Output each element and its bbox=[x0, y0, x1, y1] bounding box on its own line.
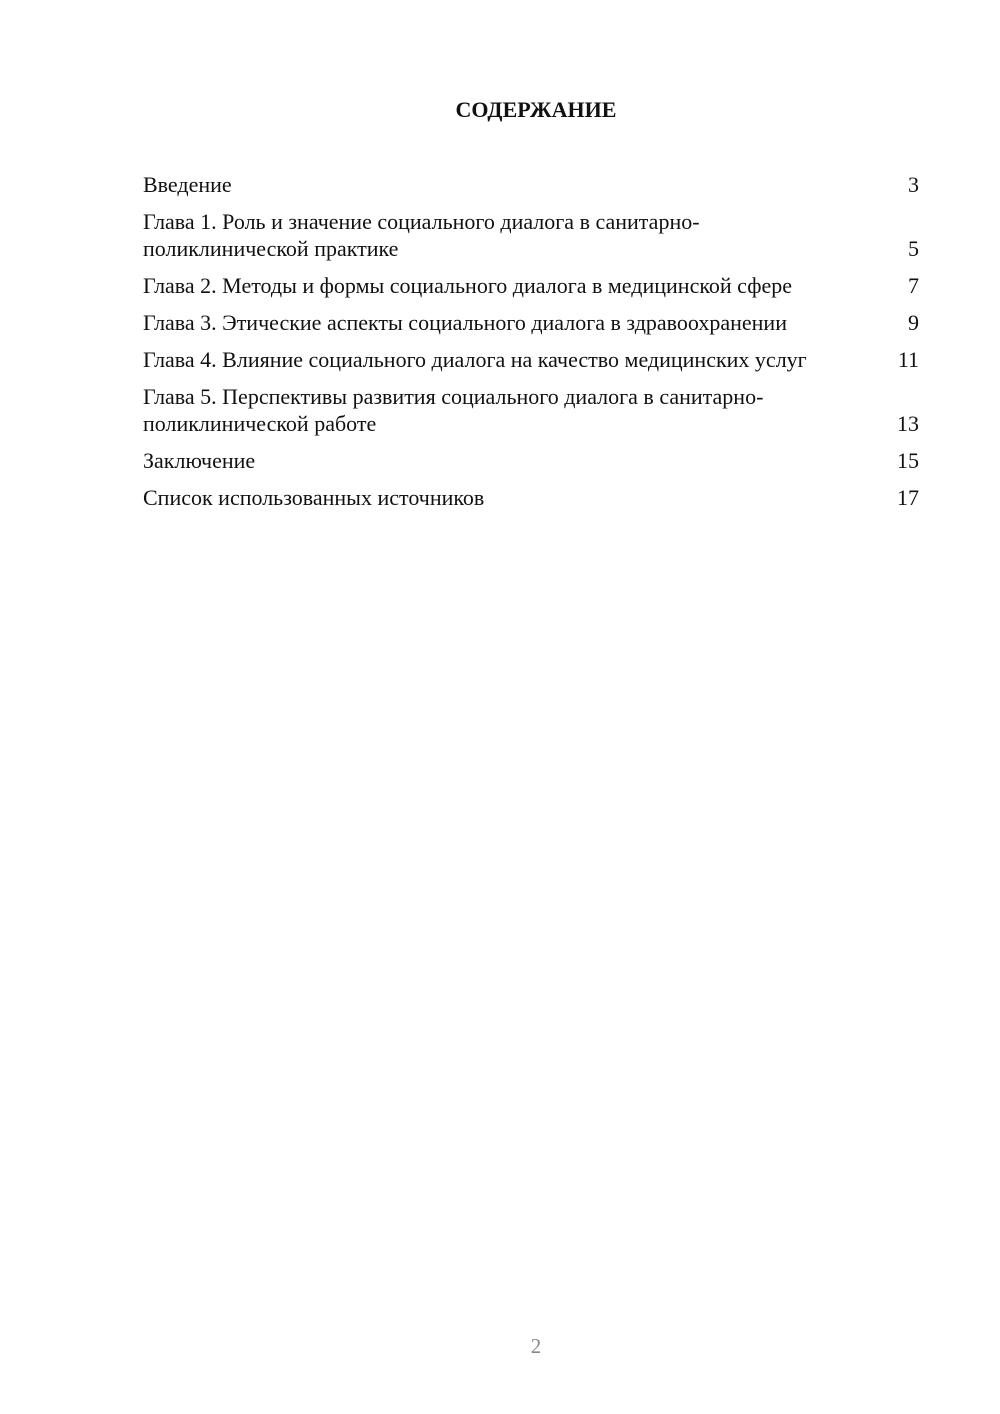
table-of-contents bbox=[143, 171, 919, 511]
toc-entry-introduction bbox=[143, 171, 919, 198]
toc-entry-title: Глава 2. Методы и формы социального диалога в медицинской сфере bbox=[143, 273, 792, 298]
toc-entry-page: 15 bbox=[897, 448, 919, 473]
toc-entry-title: Заключение bbox=[143, 448, 256, 473]
toc-entry-page: 9 bbox=[908, 310, 919, 335]
toc-entry-chapter-3 bbox=[143, 309, 919, 336]
toc-entry-chapter-5 bbox=[143, 383, 919, 437]
toc-entry-chapter-2 bbox=[143, 272, 919, 299]
toc-entry-title: Глава 5. Перспективы развития социального диалога в санитарно-поликлинической работе bbox=[143, 384, 764, 436]
page-title: СОДЕРЖАНИЕ bbox=[455, 97, 617, 122]
toc-entry-page: 11 bbox=[897, 347, 919, 372]
toc-entry-chapter-4 bbox=[143, 346, 919, 373]
toc-entry-page: 5 bbox=[908, 236, 919, 261]
toc-entry-title: Список использованных источников bbox=[143, 485, 485, 510]
toc-entry-page: 7 bbox=[908, 273, 919, 298]
toc-entry-page: 13 bbox=[897, 411, 919, 436]
toc-entry-page: 3 bbox=[908, 172, 919, 197]
toc-entry-page: 17 bbox=[897, 485, 919, 510]
toc-entry-references bbox=[143, 484, 919, 511]
toc-entry-title: Введение bbox=[143, 172, 232, 197]
toc-entry-title: Глава 3. Этические аспекты социального диалога в здравоохранении bbox=[143, 310, 787, 335]
page-number: 2 bbox=[530, 1334, 542, 1358]
toc-entry-title: Глава 1. Роль и значение социального диалога в санитарно-поликлинической практике bbox=[143, 209, 700, 261]
toc-entry-title: Глава 4. Влияние социального диалога на качество медицинских услуг bbox=[143, 347, 807, 372]
toc-entry-chapter-1 bbox=[143, 208, 919, 262]
toc-entry-conclusion bbox=[143, 447, 919, 474]
